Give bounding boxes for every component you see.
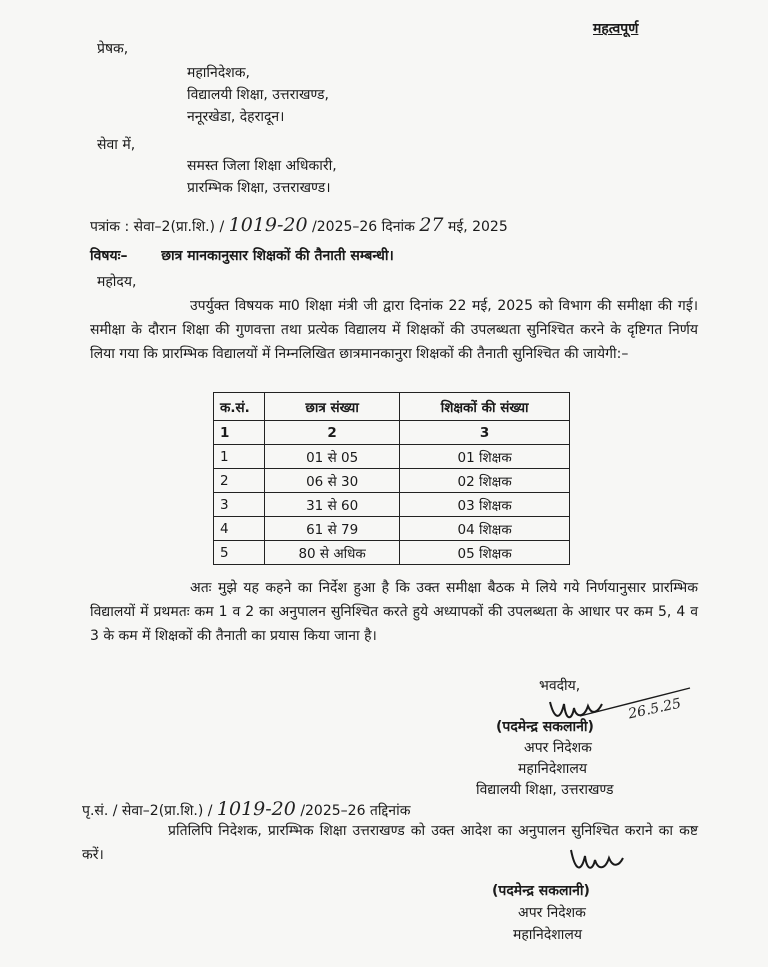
table-cell: 1 [214, 421, 265, 445]
table-index-row [214, 421, 570, 445]
table-cell: 05 शिक्षक [400, 541, 570, 565]
letter-number-handwritten: 1019-20 [228, 214, 308, 236]
table-cell: 02 शिक्षक [400, 469, 570, 493]
signature-mark-2 [565, 840, 645, 880]
table-cell: 1 [214, 445, 265, 469]
table-cell: 04 शिक्षक [400, 517, 570, 541]
signatory-2-designation: अपर निदेशक [518, 905, 586, 921]
table-header: क.सं. [214, 393, 265, 421]
copy-ref-prefix: पृ.सं. / सेवा–2(प्रा.शि.) / [82, 803, 213, 819]
letter-number-prefix: पत्रांक : सेवा–2(प्रा.शि.) / [90, 219, 225, 235]
to-label: सेवा में, [97, 137, 136, 153]
table-cell: 80 से अधिक [265, 541, 400, 565]
table-cell: 5 [214, 541, 265, 565]
paragraph-2 [90, 576, 698, 648]
subject-label: विषयः– [90, 248, 128, 264]
table-row [214, 541, 570, 565]
table-cell: 06 से 30 [265, 469, 400, 493]
paragraph-1 [90, 294, 698, 366]
subject-text: छात्र मानकानुसार शिक्षकों की तैनाती सम्बन्धी। [161, 248, 394, 264]
paragraph-2-text: अतः मुझे यह कहने का निर्देश हुआ है कि उक्त समीक्षा बैठक मे लिये गये निर्णयानुसार प्रारम्भिक विद्यालयों में प्रथमतः कम 1 व 2 का अनुपालन सुनिश्चित करते हुये अध्यापकों की उपलब्धता के आधार पर कम 5, 4 व 3 के कम में शिक्षकों की तैनाती का प्रयास किया जाना है। [90, 580, 698, 644]
subject-line [90, 247, 394, 265]
recipient-line-1: समस्त जिला शिक्षा अधिकारी, [187, 158, 337, 174]
copy-ref-handwritten: 1019-20 [216, 798, 296, 820]
table-row [214, 469, 570, 493]
letter-number-suffix: /2025–26 दिनांक [312, 219, 415, 235]
signatory-2-name: (पदमेन्द्र सकलानी) [492, 883, 590, 899]
recipient-line-2: प्रारम्भिक शिक्षा, उत्तराखण्ड। [187, 180, 331, 196]
signatory-name: (पदमेन्द्र सकलानी) [496, 719, 594, 735]
table-cell: 2 [265, 421, 400, 445]
salutation: महोदय, [97, 274, 137, 290]
table-cell: 61 से 79 [265, 517, 400, 541]
letter-day-handwritten: 27 [419, 214, 444, 236]
table-cell: 01 शिक्षक [400, 445, 570, 469]
signatory-designation: अपर निदेशक [524, 740, 592, 756]
table-row [214, 493, 570, 517]
letter-number [90, 216, 508, 236]
table-cell: 31 से 60 [265, 493, 400, 517]
copy-text-body: प्रतिलिपि निदेशक, प्रारम्भिक शिक्षा उत्तराखण्ड को उक्त आदेश का अनुपालन सुनिश्चित कराने का कष्ट करें। [82, 823, 698, 863]
table-cell: 3 [400, 421, 570, 445]
copy-ref-suffix: /2025–26 तद्दिनांक [300, 803, 411, 819]
table-header-row [214, 393, 570, 421]
table-row [214, 445, 570, 469]
table-cell: 03 शिक्षक [400, 493, 570, 517]
sender-line-2: विद्यालयी शिक्षा, उत्तराखण्ड, [187, 87, 329, 103]
table-cell: 3 [214, 493, 265, 517]
sender-label: प्रेषक, [97, 41, 129, 57]
signatory-office: महानिदेशालय [518, 761, 588, 777]
closing: भवदीय, [539, 678, 581, 694]
letter-month-year: मई, 2025 [447, 219, 508, 235]
table-cell: 4 [214, 517, 265, 541]
signatory-dept: विद्यालयी शिक्षा, उत्तराखण्ड [476, 782, 614, 798]
sender-line-1: महानिदेशक, [187, 65, 250, 81]
table-header: शिक्षकों की संख्या [400, 393, 570, 421]
table-cell: 2 [214, 469, 265, 493]
table-row [214, 517, 570, 541]
signatory-2-office: महानिदेशालय [513, 927, 583, 943]
signature-date: 26.5.25 [626, 695, 683, 723]
importance-mark: महत्वपूर्ण [593, 21, 639, 37]
copy-reference [82, 800, 410, 820]
paragraph-1-text: उपर्युक्त विषयक मा0 शिक्षा मंत्री जी द्वारा दिनांक 22 मई, 2025 को विभाग की समीक्षा की गई। समीक्षा के दौरान शिक्षा की गुणवत्ता तथा प्रत्येक विद्यालय में शिक्षकों की उपलब्धता सुनिश्चित करने के दृष्टिगत निर्णय लिया गया कि प्रारम्भिक विद्यालयों में निम्नलिखित छात्रमानकानुरा शिक्षकों की तैनाती सुनिश्चित की जायेगी:– [90, 298, 698, 362]
teacher-allocation-table [213, 392, 570, 565]
table-header: छात्र संख्या [265, 393, 400, 421]
table-cell: 01 से 05 [265, 445, 400, 469]
sender-line-3: ननूरखेडा, देहरादून। [187, 109, 285, 125]
